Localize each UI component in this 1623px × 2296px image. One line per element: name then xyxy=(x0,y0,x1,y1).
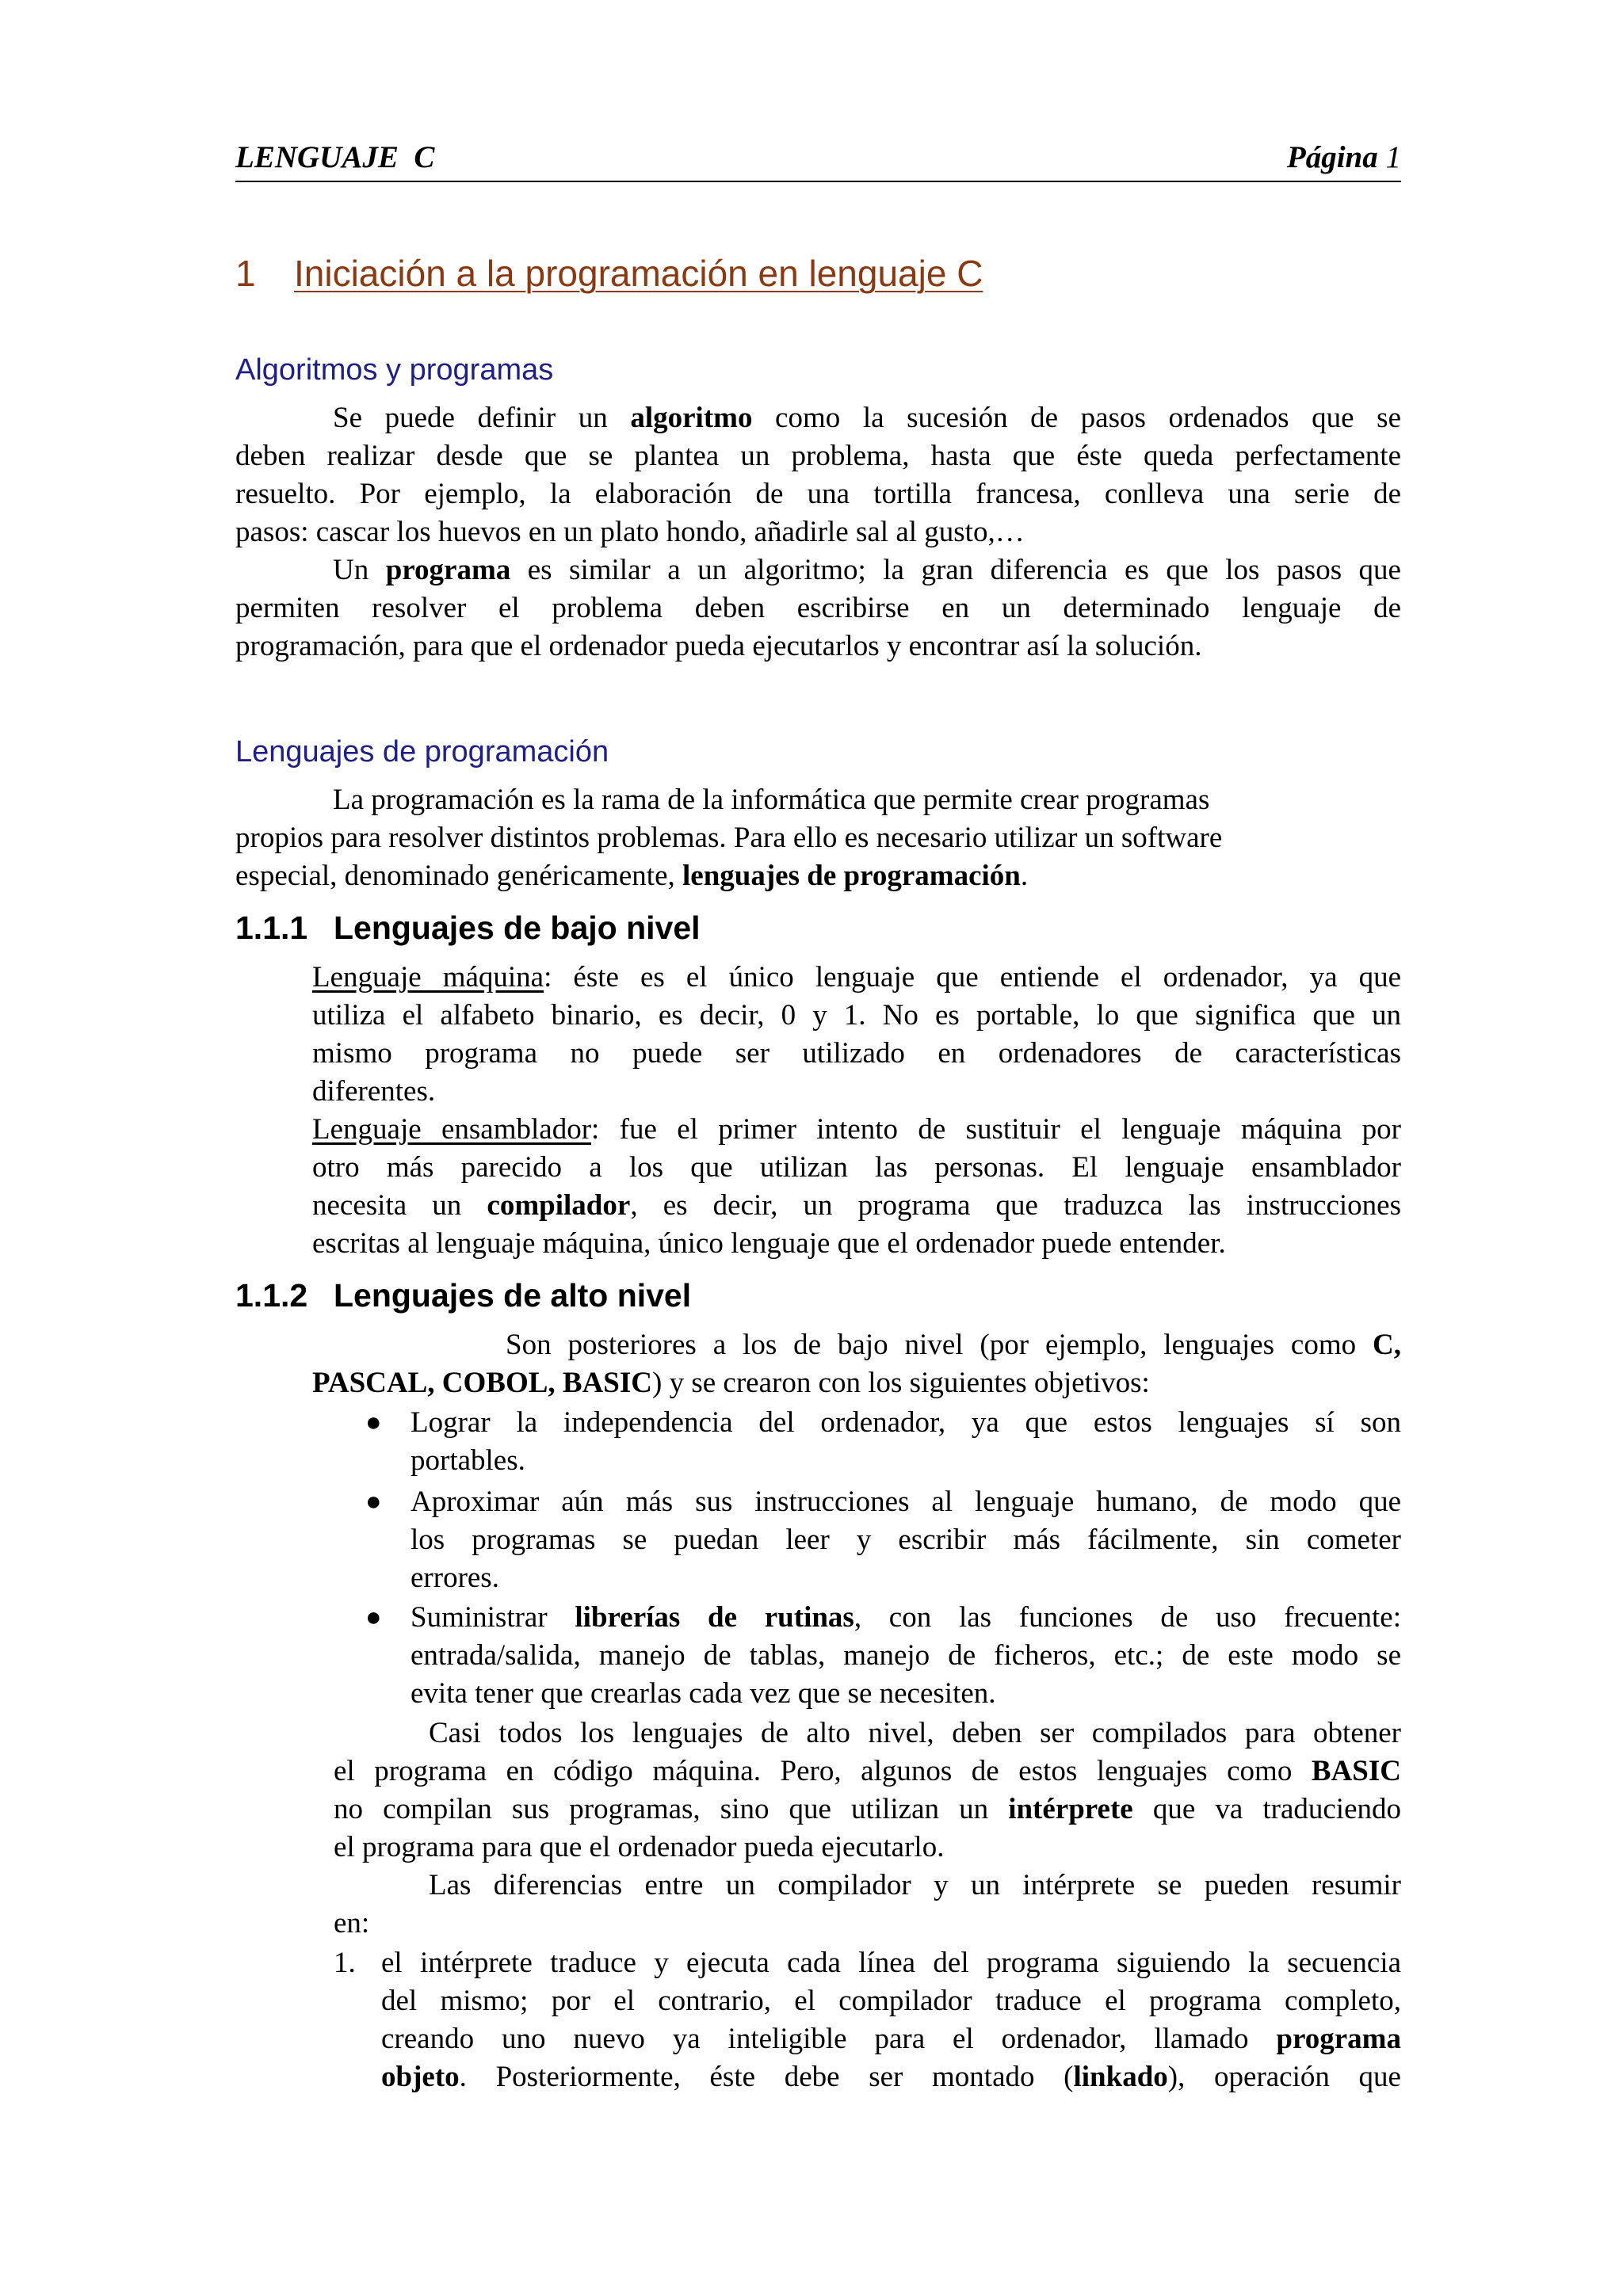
text-run: ), operación que xyxy=(1167,2061,1401,2093)
bold-term: lenguajes de programación xyxy=(682,860,1021,892)
text-run: no compilan sus programas, sino que utilizan un xyxy=(334,1793,1009,1825)
section-heading-lenguajes: Lenguajes de programación xyxy=(235,735,609,769)
header-page-label: Página xyxy=(1286,140,1378,174)
text-run: como la sucesión de pasos ordenados que se xyxy=(752,402,1401,434)
bullet-marker: ● xyxy=(365,1487,382,1516)
section-heading-algoritmos: Algoritmos y programas xyxy=(235,353,554,387)
text-line: los programas se puedan leer y escribir más fácilmente, sin cometer xyxy=(411,1524,1401,1556)
text-line: utiliza el alfabeto binario, es decir, 0 y 1. No es portable, lo que significa que un xyxy=(312,999,1401,1032)
text-run: creando uno nuevo ya inteligible para el ordenador, llamado xyxy=(381,2023,1277,2055)
text-run: que va traduciendo xyxy=(1132,1793,1401,1825)
text-run: : fue el primer intento de sustituir el lenguaje máquina por xyxy=(591,1113,1401,1146)
text-run: el programa en código máquina. Pero, algunos de estos lenguajes como xyxy=(334,1755,1312,1787)
text-line: el intérprete traduce y ejecuta cada línea del programa siguiendo la secuencia xyxy=(381,1947,1401,1979)
text-line: del mismo; por el contrario, el compilador traduce el programa completo, xyxy=(381,1985,1401,2017)
underlined-term: Lenguaje ensamblador xyxy=(312,1113,592,1146)
header-page-num: 1 xyxy=(1385,140,1401,174)
text-line xyxy=(312,1187,1401,1225)
page-header xyxy=(235,139,1401,182)
text-line xyxy=(312,959,1401,997)
text-line: errores. xyxy=(411,1562,499,1594)
bold-term: programa xyxy=(1276,2023,1401,2055)
text-line: Aproximar aún más sus instrucciones al lenguaje humano, de modo que xyxy=(411,1486,1401,1518)
text-line xyxy=(333,551,1401,589)
text-line: portables. xyxy=(411,1444,525,1477)
text-run: Suministrar xyxy=(411,1601,575,1634)
text-line: en: xyxy=(334,1907,370,1939)
text-line xyxy=(381,2058,1401,2096)
chapter-heading xyxy=(235,252,983,295)
text-run: : éste es el único lenguaje que entiende el ordenador, ya que xyxy=(544,961,1401,994)
text-line: diferentes. xyxy=(312,1075,436,1108)
bullet-marker: ● xyxy=(365,1408,382,1437)
text-run: . xyxy=(1020,860,1029,892)
bold-term: algoritmo xyxy=(630,402,753,434)
text-line: Casi todos los lenguajes de alto nivel, deben ser compilados para obtener xyxy=(429,1717,1401,1749)
bold-term: intérprete xyxy=(1008,1793,1133,1825)
text-line: deben realizar desde que se plantea un problema, hasta que éste queda perfectamente xyxy=(235,440,1401,472)
text-line xyxy=(334,1791,1401,1829)
text-line: escritas al lenguaje máquina, único lenguaje que el ordenador puede entender. xyxy=(312,1227,1226,1260)
text-line: mismo programa no puede ser utilizado en ordenadores de características xyxy=(312,1037,1401,1070)
text-line: permiten resolver el problema deben escribirse en un determinado lenguaje de xyxy=(235,592,1401,624)
text-line: evita tener que crearlas cada vez que se necesiten. xyxy=(411,1677,996,1710)
text-run: es similar a un algoritmo; la gran diferencia es que los pasos que xyxy=(510,554,1401,586)
text-line: resuelto. Por ejemplo, la elaboración de una tortilla francesa, conlleva una serie de xyxy=(235,478,1401,510)
text-line xyxy=(381,2020,1401,2058)
text-line: programación, para que el ordenador pueda ejecutarlos y encontrar así la solución. xyxy=(235,630,1202,662)
bold-term: compilador xyxy=(487,1189,631,1222)
text-run: especial, denominado genéricamente, xyxy=(235,860,682,892)
text-run: , con las funciones de uso frecuente: xyxy=(854,1601,1401,1634)
text-run: . Posteriormente, éste debe ser montado ( xyxy=(459,2061,1074,2093)
text-line: el programa para que el ordenador pueda ejecutarlo. xyxy=(334,1831,945,1863)
text-line: Lograr la independencia del ordenador, ya que estos lenguajes sí son xyxy=(411,1406,1401,1439)
bold-term: PASCAL, COBOL, BASIC xyxy=(312,1367,653,1399)
text-run: Un xyxy=(333,554,386,586)
bold-term: programa xyxy=(385,554,511,586)
chapter-title: Iniciación a la programación en lenguaje C xyxy=(294,253,983,294)
text-run: , es decir, un programa que traduzca las instrucciones xyxy=(630,1189,1401,1222)
text-line: Las diferencias entre un compilador y un intérprete se pueden resumir xyxy=(429,1869,1401,1901)
bold-term: objeto xyxy=(381,2061,460,2093)
chapter-number: 1 xyxy=(235,253,256,294)
text-line xyxy=(506,1326,1401,1364)
text-run: necesita un xyxy=(312,1189,487,1222)
text-line: propios para resolver distintos problemas. Para ello es necesario utilizar un software xyxy=(235,822,1223,854)
text-line: pasos: cascar los huevos en un plato hondo, añadirle sal al gusto,… xyxy=(235,516,1025,548)
bold-term: BASIC xyxy=(1311,1755,1401,1787)
text-line xyxy=(333,399,1401,437)
bold-term: librerías de rutinas xyxy=(575,1601,854,1634)
subsection-title: Lenguajes de alto nivel xyxy=(334,1277,692,1314)
text-line xyxy=(411,1599,1401,1637)
subsection-heading-bajo-nivel xyxy=(235,910,701,947)
bold-term: C, xyxy=(1373,1329,1401,1361)
subsection-title: Lenguajes de bajo nivel xyxy=(334,910,701,946)
text-line: La programación es la rama de la informática que permite crear programas xyxy=(333,784,1210,816)
text-run: Son posteriores a los de bajo nivel (por ejemplo, lenguajes como xyxy=(506,1329,1373,1361)
text-run: Se puede definir un xyxy=(333,402,631,434)
subsection-heading-alto-nivel xyxy=(235,1277,691,1314)
bullet-marker: ● xyxy=(365,1603,382,1632)
subsection-number: 1.1.2 xyxy=(235,1277,308,1314)
text-run: ) y se crearon con los siguientes objetivos: xyxy=(652,1367,1150,1399)
underlined-term: Lenguaje máquina xyxy=(312,961,544,994)
bold-term: linkado xyxy=(1073,2061,1168,2093)
text-line xyxy=(235,857,1028,895)
text-line xyxy=(312,1111,1401,1149)
text-line xyxy=(312,1364,1150,1402)
text-line: entrada/salida, manejo de tablas, manejo de ficheros, etc.; de este modo se xyxy=(411,1639,1401,1672)
text-line xyxy=(334,1753,1401,1791)
header-page-number xyxy=(1287,139,1401,175)
header-title: LENGUAJE C xyxy=(235,140,435,174)
text-line: otro más parecido a los que utilizan las personas. El lenguaje ensamblador xyxy=(312,1151,1401,1184)
subsection-number: 1.1.1 xyxy=(235,910,308,946)
list-number: 1. xyxy=(334,1947,356,1979)
